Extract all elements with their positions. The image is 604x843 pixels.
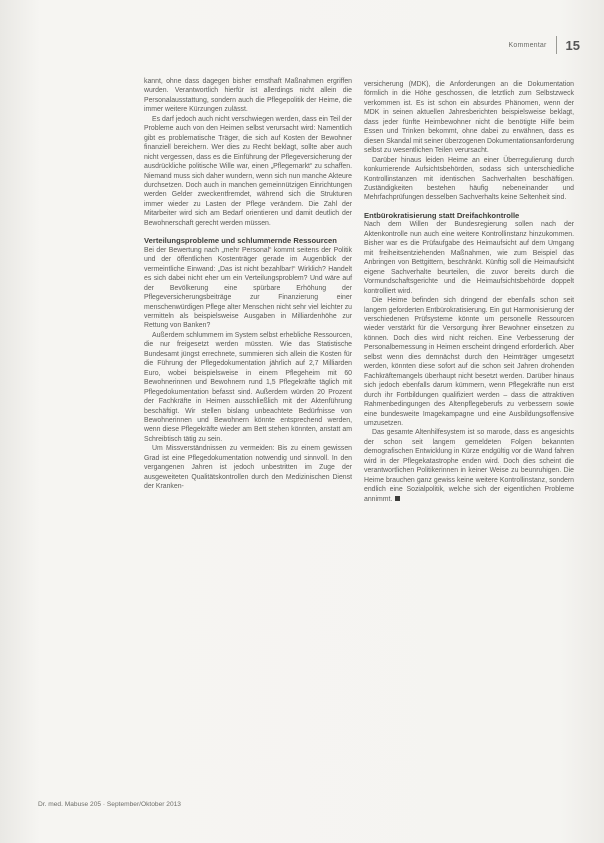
paragraph: Die Heime befinden sich dringend der ebenfalls schon seit langem geforderten Entbürokratisierung. Ein gut Harmonisierung der verschiedenen Prüfsysteme könnte um personelle Ressourcen wieder verstärkt für die Versorgung ihrer Bewohner einsetzen zu können. Doch dies wird nicht reichen. Eine Verbesserung der Personalbemessung in Heimen erscheint dringend erforderlich. Aber selbst wenn dies demnächst durch den Heimträger umgesetzt werden, könnten diese sofort auf die schon seit Jahren drohenden Fachkräftemangels überhaupt nicht besetzt werden. Darüber hinaus sich jedoch ebenfalls darum kümmern, wenn Pflegekräfte nun erst durch ihr Fortbildungen qualifiziert werden – dass die attraktiven Rahmenbedingungen des Altenpflegeberufs zu verbessern sowie eine bundesweite Imagekampagne und eine Ausbildungsoffensive umzusetzen. [364, 297, 574, 427]
section-label: Kommentar [508, 41, 547, 49]
paragraph: Es darf jedoch auch nicht verschwiegen werden, dass ein Teil der Probleme auch von den Heimen selbst verursacht wird: Namentlich gibt es problematische Träger, die sich auf Kosten der Bewohner finanziell bereichern. Wer dies zu Recht beklagt, sollte aber auch nicht vergessen, dass es die Einführung der Pflegeversicherung der ausdrückliche politische Wille war, einen „Pflegemarkt“ zu schaffen. Niemand muss sich daher wundern, wenn sich nun manche Akteure durchsetzen. Doch auch in manchen gemeinnützigen Einrichtungen werden Gelder zweckentfremdet, während sich die Strukturen immer wieder zu Lasten der Pflege verändern. Die Zahl der Mitarbeiter wird sich am Bedarf orientieren und damit deutlich der Bewohnerschaft gerecht werden müssen. [144, 115, 352, 227]
paragraph: Bei der Bewertung nach „mehr Personal“ kommt seitens der Politik und der öffentlichen Kostenträger gerade im Augenblick der vermeintliche Einwand: „Das ist nicht bezahlbar!“ Wirklich? Handelt es sich dabei nicht eher um ein Verteilungsproblem? Und wäre auf der Bevölkerung eine spürbare Erhöhung der Pflegeversicherungsbeiträge zur Finanzierung einer menschenwürdigen Pflege alter Menschen nicht sehr viel leichter zu vermitteln als beispielsweise Ausgaben in Milliardenhöhe zur Rettung von Banken? [144, 246, 352, 330]
page-footer: Dr. med. Mabuse 205 · September/Oktober 2013 [38, 801, 181, 808]
paragraph: versicherung (MDK), die Anforderungen an die Dokumentation förmlich in die Höhe geschossen, die letztlich zum Selbstzweck verkommen ist. Es ist schon ein absurdes Phänomen, wenn der MDK in seinen aktuellen Jahresberichten beispielsweise beklagt, dass jeder fünfte Heimbewohner nicht die benötigte Hilfe beim Essen und Trinken bekommt, ohne dabei zu erwähnen, dass es diesen Skandal mit seiner überzogenen Dokumentationsanforderung selbst zu wesentlichen Teilen verursacht. [364, 81, 574, 155]
subheading: Entbürokratisierung statt Dreifachkontrolle [364, 210, 520, 220]
paragraph: Nach dem Willen der Bundesregierung sollen nach der Aktenkontrolle nun auch eine weitere Kontrollinstanz hinzukommen. Bisher war es die Prüfaufgabe des Heimaufsicht auf dem Umgang mit freiheitsentziehenden Maßnahmen, wie zum Beispiel das Anbringen von Bettgittern, beschränkt. Künftig soll die Heimaufsicht eigene Sachverhalte beurteilen, die zuvor bereits durch die Vormundschaftsgerichte und die Heimaufsichtsbehörde doppelt kontrolliert wird. [364, 221, 574, 295]
page-header [509, 36, 580, 54]
right-column [364, 80, 574, 504]
paragraph: Darüber hinaus leiden Heime an einer Überregulierung durch konkurrierende Aufsichtsbehörden, sodass sich unterschiedliche Kontrollinstanzen mit identischen Sachverhalten beschäftigen. Zuständigkeiten bestehen häufig nebeneinander und Mehrfachprüfungen desselben Sachverhalts keine Seltenheit sind. [364, 156, 574, 202]
paragraph: Außerdem schlummern im System selbst erhebliche Ressourcen, die nur freigesetzt werden müssten. Wie das Statistische Bundesamt jüngst errechnete, summieren sich allein die Kosten für die Führung der Pflegedokumentation jährlich auf 2,7 Milliarden Euro, wobei beispielsweise in einem Pflegeheim mit 60 Bewohnerinnen und Bewohnern rund 1,5 Pflegekräfte täglich mit Pflegedokumentation befasst sind. Außerdem würden 20 Prozent der Fachkräfte in Heimen ausschließlich mit der Aktenführung beschäftigt. Wir stellen bislang unbeachtete Bedürfnisse von Bewohnerinnen und Bewohnern könnte entsprechend werden, wenn diese Pflegekräfte wieder am Bett stehen könnten, anstatt am Schreibtisch tätig zu sein. [144, 331, 352, 443]
paragraph-last [364, 428, 574, 504]
paragraph: Um Missverständnissen zu vermeiden: Bis zu einem gewissen Grad ist eine Pflegedokumentation notwendig und sinnvoll. In den vergangenen Jahren ist jedoch unbestritten im Zuge der ausgeweiteten Qualitätskontrollen durch den Medizinischen Dienst der Kranken- [144, 445, 352, 491]
subheading: Verteilungsprobleme und schlummernde Ressourcen [144, 236, 337, 246]
paragraph: kannt, ohne dass dagegen bisher ernsthaft Maßnahmen ergriffen wurden. Verantwortlich hierfür ist allerdings nicht allein die Personalausstattung, sondern auch die Pflegepolitik der Heime, die immer weitere Kürzungen zulässt. [144, 78, 352, 114]
page-number: 15 [565, 37, 580, 53]
paragraph-text: Das gesamte Altenhilfesystem ist so marode, dass es angesichts der schon seit langem gemeldeten Folgen bekannten demografischen Entwicklung in Kürze endgültig vor die Wand fahren wird in der Pflegekatastrophe enden wird. Doch dies scheint die verantwortlichen Politikerinnen in keiner Weise zu beunruhigen. Die Heime brauchen ganz gewiss keine weitere Kontrollinstanz, sondern endlich eine Sozialpolitik, welche sich der eigentlichen Probleme annimmt. [364, 429, 574, 503]
header-divider [556, 36, 557, 54]
left-column [144, 77, 352, 492]
end-square-icon [395, 496, 400, 501]
